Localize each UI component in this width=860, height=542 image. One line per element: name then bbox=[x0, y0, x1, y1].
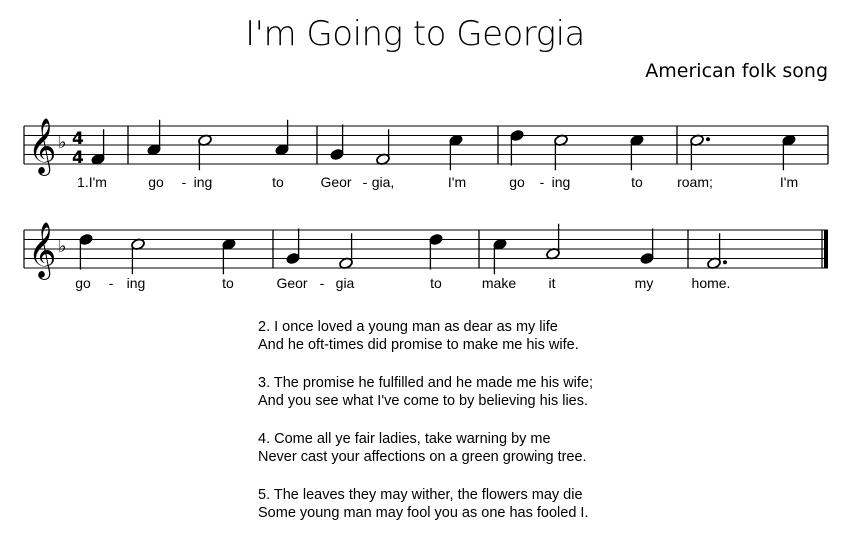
verse-line: Never cast your affections on a green growing tree. bbox=[258, 449, 587, 465]
lyric-syllable: to bbox=[222, 275, 234, 291]
verse-line: Some young man may fool you as one has fooled I. bbox=[258, 505, 589, 521]
lyric-syllable: ing bbox=[126, 275, 146, 291]
lyric-syllable: gia bbox=[335, 275, 355, 291]
verse-4 bbox=[258, 430, 593, 466]
lyric-syllable: go bbox=[148, 174, 164, 190]
time-signature-bottom: 4 bbox=[72, 148, 84, 168]
lyric-syllable: go bbox=[509, 174, 525, 190]
flat-icon: ♭ bbox=[58, 132, 67, 153]
lyric-syllable: 1.I'm bbox=[77, 174, 107, 190]
song-title: I'm Going to Georgia bbox=[245, 14, 585, 54]
song-attribution: American folk song bbox=[645, 60, 828, 82]
lyric-syllable: gia, bbox=[371, 174, 395, 190]
time-signature-top: 4 bbox=[72, 129, 84, 149]
lyric-syllable: ing bbox=[551, 174, 571, 190]
lyric-syllable: I'm bbox=[447, 174, 467, 190]
verse-line: 4. Come all ye fair ladies, take warning by me bbox=[258, 431, 551, 447]
lyric-syllable: go bbox=[75, 275, 91, 291]
lyric-syllable: I'm bbox=[779, 174, 799, 190]
verse-line: 3. The promise he fulfilled and he made me his wife; bbox=[258, 375, 594, 391]
note-dot bbox=[723, 260, 727, 264]
verse-3 bbox=[258, 374, 593, 410]
verse-line: 5. The leaves they may wither, the flowers may die bbox=[258, 487, 583, 503]
verse-line: And you see what I've come to by believing his lies. bbox=[258, 393, 589, 409]
lyric-syllable: ing bbox=[193, 174, 213, 190]
lyric-syllable: - bbox=[362, 174, 368, 190]
note-dot bbox=[706, 137, 710, 141]
verses-block bbox=[258, 318, 593, 542]
lyric-syllable: - bbox=[181, 174, 187, 190]
verse-2 bbox=[258, 318, 593, 354]
lyric-syllable: it bbox=[548, 275, 556, 291]
verse-line: And he oft-times did promise to make me his wife. bbox=[258, 337, 579, 353]
lyric-syllable: roam; bbox=[677, 174, 713, 190]
lyric-syllable: to bbox=[631, 174, 643, 190]
treble-clef-icon: 𝄞 bbox=[28, 222, 57, 278]
verse-line: 2. I once loved a young man as dear as my life bbox=[258, 319, 558, 335]
treble-clef-icon: 𝄞 bbox=[28, 118, 57, 174]
lyric-syllable: make bbox=[481, 275, 517, 291]
lyric-syllable: Geor bbox=[276, 275, 308, 291]
verse-5 bbox=[258, 486, 593, 522]
lyric-syllable: Geor bbox=[320, 174, 352, 190]
lyric-syllable: my bbox=[634, 275, 654, 291]
flat-icon: ♭ bbox=[58, 236, 67, 257]
lyric-syllable: to bbox=[272, 174, 284, 190]
final-barline-thick bbox=[824, 230, 828, 268]
lyric-syllable: home. bbox=[691, 275, 731, 291]
lyric-syllable: - bbox=[108, 275, 114, 291]
staff-system-1 bbox=[24, 118, 828, 176]
lyric-syllable: - bbox=[539, 174, 545, 190]
lyric-syllable: - bbox=[319, 275, 325, 291]
staff-system-2 bbox=[24, 222, 828, 280]
lyric-syllable: to bbox=[430, 275, 442, 291]
